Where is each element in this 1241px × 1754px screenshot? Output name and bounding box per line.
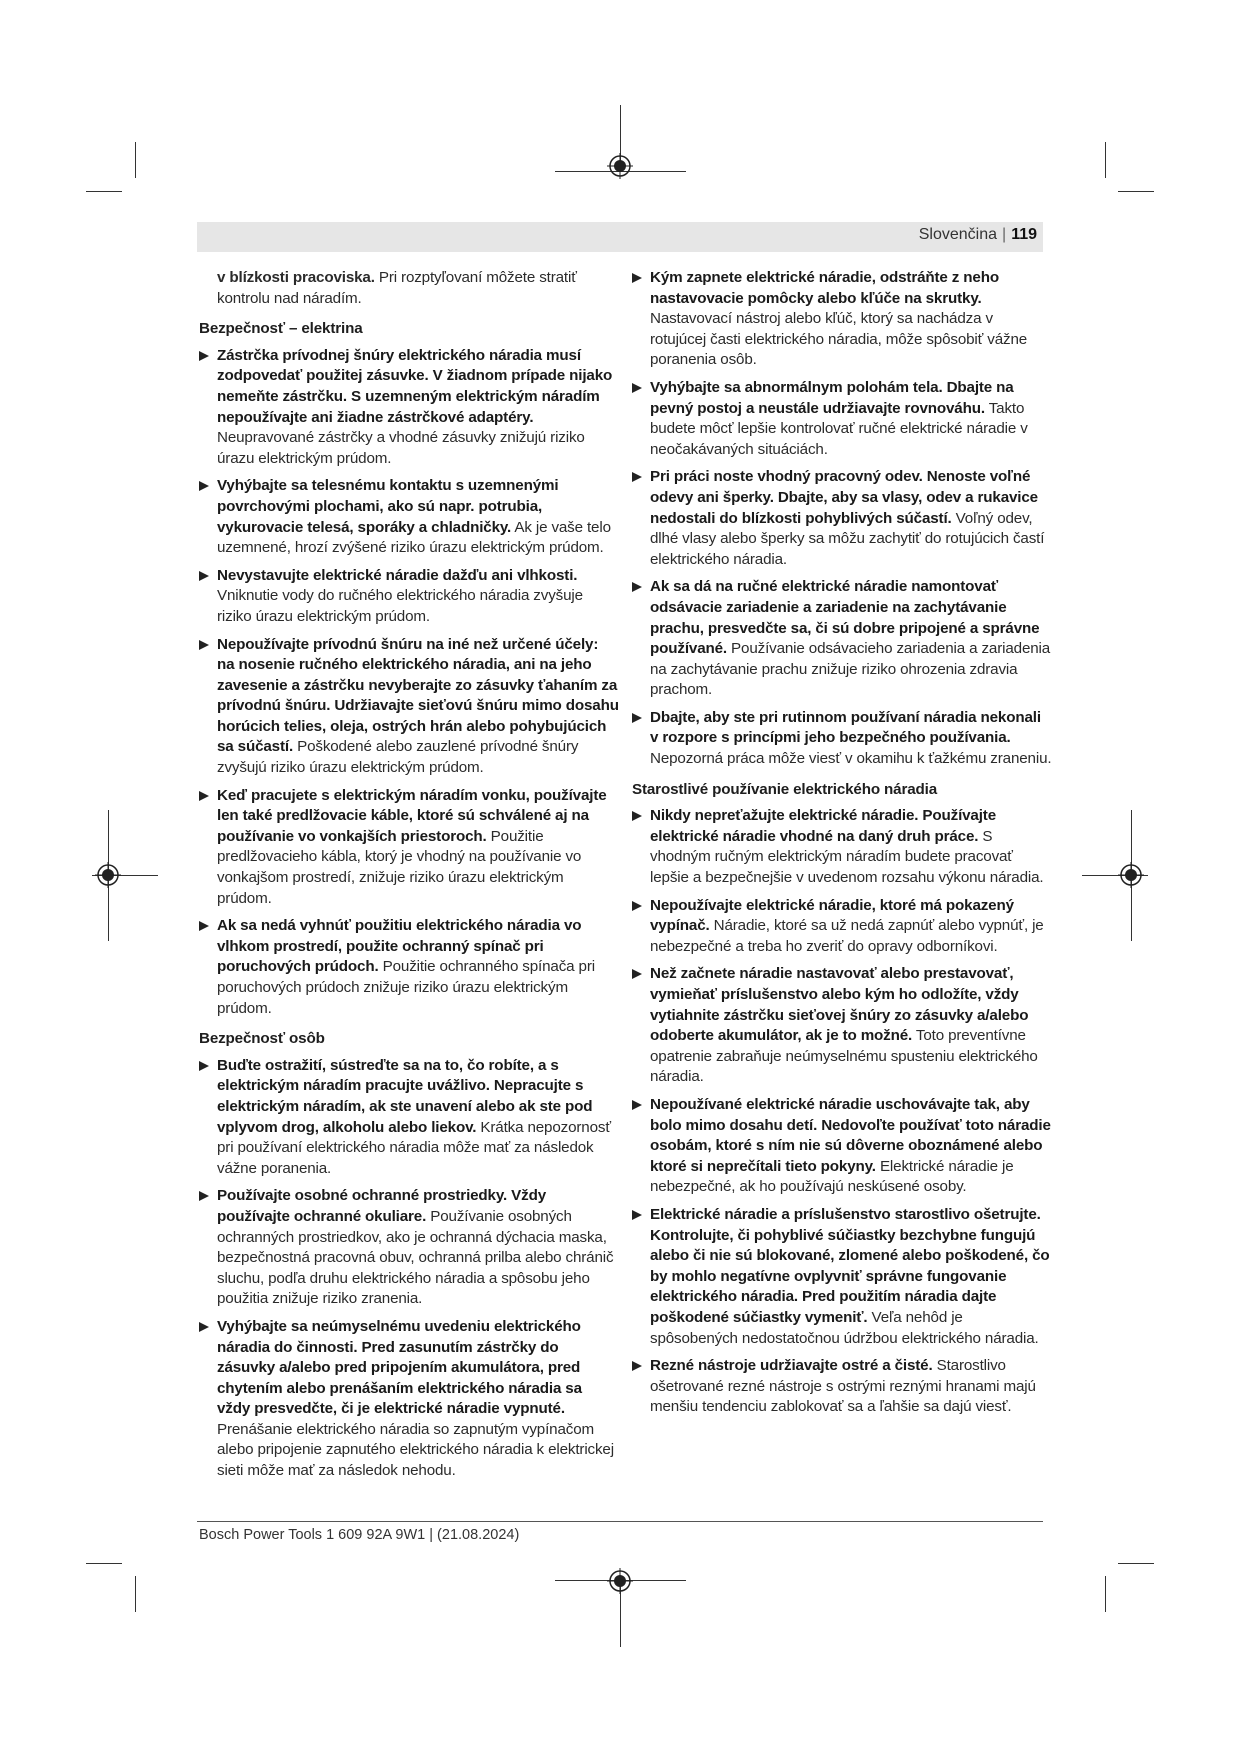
page-number: 119 [1011,226,1037,243]
list-item: Pri práci noste vhodný pracovný odev. Nenoste voľné odevy ani šperky. Dbajte, aby sa vlasy, odev a rukavice nedostali do blízkosti pohyblivých súčastí. Voľný odev, dlhé vlasy alebo šperky sa môžu zachytiť do rotujúcich častí elektrického náradia. [632,467,1052,570]
bullet-triangle-icon [199,481,209,491]
bullet-triangle-icon [632,969,642,979]
crop-mark [1105,142,1106,178]
crop-mark [86,1563,122,1564]
bullet-triangle-icon [632,901,642,911]
footer-text: Bosch Power Tools 1 609 92A 9W1 | (21.08.2024) [199,1527,520,1543]
intro-paragraph: v blízkosti pracoviska. Pri rozptyľovaní môžete stratiť kontrolu nad náradím. [217,269,577,307]
bullet-triangle-icon [632,811,642,821]
section-heading-electrical-safety: Bezpečnosť – elektrina [199,320,363,338]
list-item: Vyhýbajte sa telesnému kontaktu s uzemnenými povrchovými plochami, ako sú napr. potrubia, vykurovacie telesá, sporáky a chladničky. Ak je vaše telo uzemnené, hrozí zvýšené riziko úrazu elektrickým prúdom. [199,476,619,558]
bullet-triangle-icon [199,1061,209,1071]
bullet-triangle-icon [632,472,642,482]
footer-divider [197,1521,1043,1522]
bullet-triangle-icon [199,1191,209,1201]
list-item: Keď pracujete s elektrickým náradím vonku, používajte len také predlžovacie káble, ktoré sú schválené aj na používanie vo vonkajších priestoroch. Použitie predlžovacieho kábla, ktorý je vhodný na používanie vo vonkajšom prostredí, znižuje riziko úrazu elektrickým prúdom. [199,786,619,910]
list-item: Dbajte, aby ste pri rutinnom používaní náradia nekonali v rozpore s princípmi jeho bezpečného používania. Nepozorná práca môže viesť v okamihu k ťažkému zraneniu. [632,708,1052,770]
crop-mark [86,191,122,192]
crop-mark [135,142,136,178]
crop-mark [1118,1563,1154,1564]
list-item: Ak sa nedá vyhnúť použitiu elektrického náradia vo vlhkom prostredí, použite ochranný spínač pri poruchových prúdoch. Použitie ochranného spínača pri poruchových prúdoch znižuje riziko úrazu elektrickým prúdom. [199,916,619,1019]
registration-mark-right [1078,810,1148,941]
bullet-triangle-icon [632,1210,642,1220]
crop-mark [1118,191,1154,192]
list-item: Kým zapnete elektrické náradie, odstráňte z neho nastavovacie pomôcky alebo kľúče na skrutky. Nastavovací nástroj alebo kľúč, ktorý sa nachádza v rotujúcej časti elektrického náradia, môže spôsobiť vážne poranenia osôb. [632,268,1052,371]
bullet-triangle-icon [632,1100,642,1110]
registration-mark-bottom [555,1580,686,1650]
bullet-triangle-icon [199,921,209,931]
list-item: Nepoužívajte elektrické náradie, ktoré má pokazený vypínač. Náradie, ktoré sa už nedá zapnúť alebo vypnúť, je nebezpečné a treba ho zveriť do opravy odborníkovi. [632,896,1052,958]
list-item: Elektrické náradie a príslušenstvo starostlivo ošetrujte. Kontrolujte, či pohyblivé súčiastky bezchybne fungujú alebo či nie sú blokované, zlomené alebo poškodené, čo by mohlo negatívne ovplyvniť správne fungovanie elektrického náradia. Pred použitím náradia dajte poškodené súčiastky vymeniť. Veľa nehôd je spôsobených nedostatočnou údržbou elektrického náradia. [632,1205,1052,1349]
bullet-triangle-icon [632,582,642,592]
header-language: Slovenčina [918,226,998,243]
registration-target-icon [607,1568,633,1594]
bullet-triangle-icon [199,791,209,801]
list-item: Buďte ostražití, sústreďte sa na to, čo robíte, a s elektrickým náradím pracujte uvážlivo. Nepracujte s elektrickým náradím, ak ste unavení alebo ak ste pod vplyvom drog, alkoholu alebo liekov. Krátka nepozornosť pri používaní elektrického náradia môže mať za následok vážne poranenia. [199,1056,619,1180]
right-column [632,268,1052,1425]
crop-mark [1105,1576,1106,1612]
list-item: Vyhýbajte sa neúmyselnému uvedeniu elektrického náradia do činnosti. Pred zasunutím zástrčky do zásuvky a/alebo pred pripojením akumulátora, pred chytením alebo prenášaním elektrického náradia sa vždy presvedčte, či je elektrické náradie vypnuté. Prenášanie elektrického náradia so zapnutým vypínačom alebo pripojenie zapnutého elektrického náradia k elektrickej sieti môže mať za následok nehodu. [199,1317,619,1482]
header-label: Slovenčina | 119 [918,226,1037,243]
bullet-triangle-icon [632,713,642,723]
crop-mark [135,1576,136,1612]
list-item: Nepoužívajte prívodnú šnúru na iné než určené účely: na nosenie ručného elektrického náradia, ani na jeho zavesenie a zástrčku nevyberajte zo zásuvky ťahaním za prívodnú šnúru. Udržiavajte sieťovú šnúru mimo dosahu horúcich telies, oleja, ostrých hrán alebo pohybujúcich sa súčastí. Poškodené alebo zauzlené prívodné šnúry zvyšujú riziko úrazu elektrickým prúdom. [199,635,619,779]
list-item: Používajte osobné ochranné prostriedky. Vždy používajte ochranné okuliare. Používanie osobných ochranných prostriedkov, ako je ochranná dýchacia maska, bezpečnostná pracovná obuv, ochranná prilba alebo chránič sluchu, podľa druhu elektrického náradia a spôsobu jeho použitia znižuje riziko zranenia. [199,1186,619,1310]
list-item: Nepoužívané elektrické náradie uschovávajte tak, aby bolo mimo dosahu detí. Nedovoľte používať toto náradie osobám, ktoré s ním nie sú dôverne oboznámené alebo ktoré si neprečítali tieto pokyny. Elektrické náradie je nebezpečné, ak ho používajú neskúsené osoby. [632,1095,1052,1198]
left-column [199,268,619,1489]
registration-target-icon [95,862,121,888]
list-item: Nevystavujte elektrické náradie dažďu ani vlhkosti. Vniknutie vody do ručného elektrického náradia zvyšuje riziko úrazu elektrickým prúdom. [199,566,619,628]
list-item: Než začnete náradie nastavovať alebo prestavovať, vymieňať príslušenstvo alebo kým ho odložíte, vždy vytiahnite zástrčku sieťovej šnúry zo zásuvky a/alebo odoberte akumulátor, ak je to možné. Toto preventívne opatrenie zabraňuje neúmyselnému spusteniu elektrického náradia. [632,964,1052,1088]
bullet-triangle-icon [199,351,209,361]
registration-target-icon [1118,862,1144,888]
registration-mark-top [555,105,686,175]
list-item: Rezné nástroje udržiavajte ostré a čisté. Starostlivo ošetrované rezné nástroje s ostrými reznými hranami majú menšiu tendenciu zablokovať sa a ľahšie sa dajú viesť. [632,1356,1052,1418]
bullet-triangle-icon [199,640,209,650]
bullet-triangle-icon [199,571,209,581]
page-header [197,222,1043,252]
section-heading-careful-use: Starostlivé používanie elektrického náradia [632,780,938,798]
list-item: Nikdy nepreťažujte elektrické náradie. Používajte elektrické náradie vhodné na daný druh práce. S vhodným ručným elektrickým náradím budete pracovať lepšie a bezpečnejšie v uvedenom rozsahu výkonu náradia. [632,806,1052,888]
list-item: Zástrčka prívodnej šnúry elektrického náradia musí zodpovedať použitej zásuvke. V žiadnom prípade nijako nemeňte zástrčku. S uzemneným elektrickým náradím nepoužívajte ani žiadne zástrčkové adaptéry. Neupravované zástrčky a vhodné zásuvky znižujú riziko úrazu elektrickým prúdom. [199,346,619,470]
bullet-triangle-icon [632,273,642,283]
list-item: Vyhýbajte sa abnormálnym polohám tela. Dbajte na pevný postoj a neustále udržiavajte rovnováhu. Takto budete môcť lepšie kontrolovať ručné elektrické náradie v neočakávaných situáciách. [632,378,1052,460]
registration-target-icon [607,153,633,179]
bullet-triangle-icon [632,383,642,393]
bullet-triangle-icon [632,1361,642,1371]
registration-mark-left [92,810,162,941]
section-heading-personal-safety: Bezpečnosť osôb [199,1030,325,1048]
list-item: Ak sa dá na ručné elektrické náradie namontovať odsávacie zariadenie a zariadenie na zachytávanie prachu, presvedčte sa, či sú dobre pripojené a správne používané. Používanie odsávacieho zariadenia a zariadenia na zachytávanie prachu znižuje riziko ohrozenia zdravia prachom. [632,577,1052,701]
bullet-triangle-icon [199,1322,209,1332]
